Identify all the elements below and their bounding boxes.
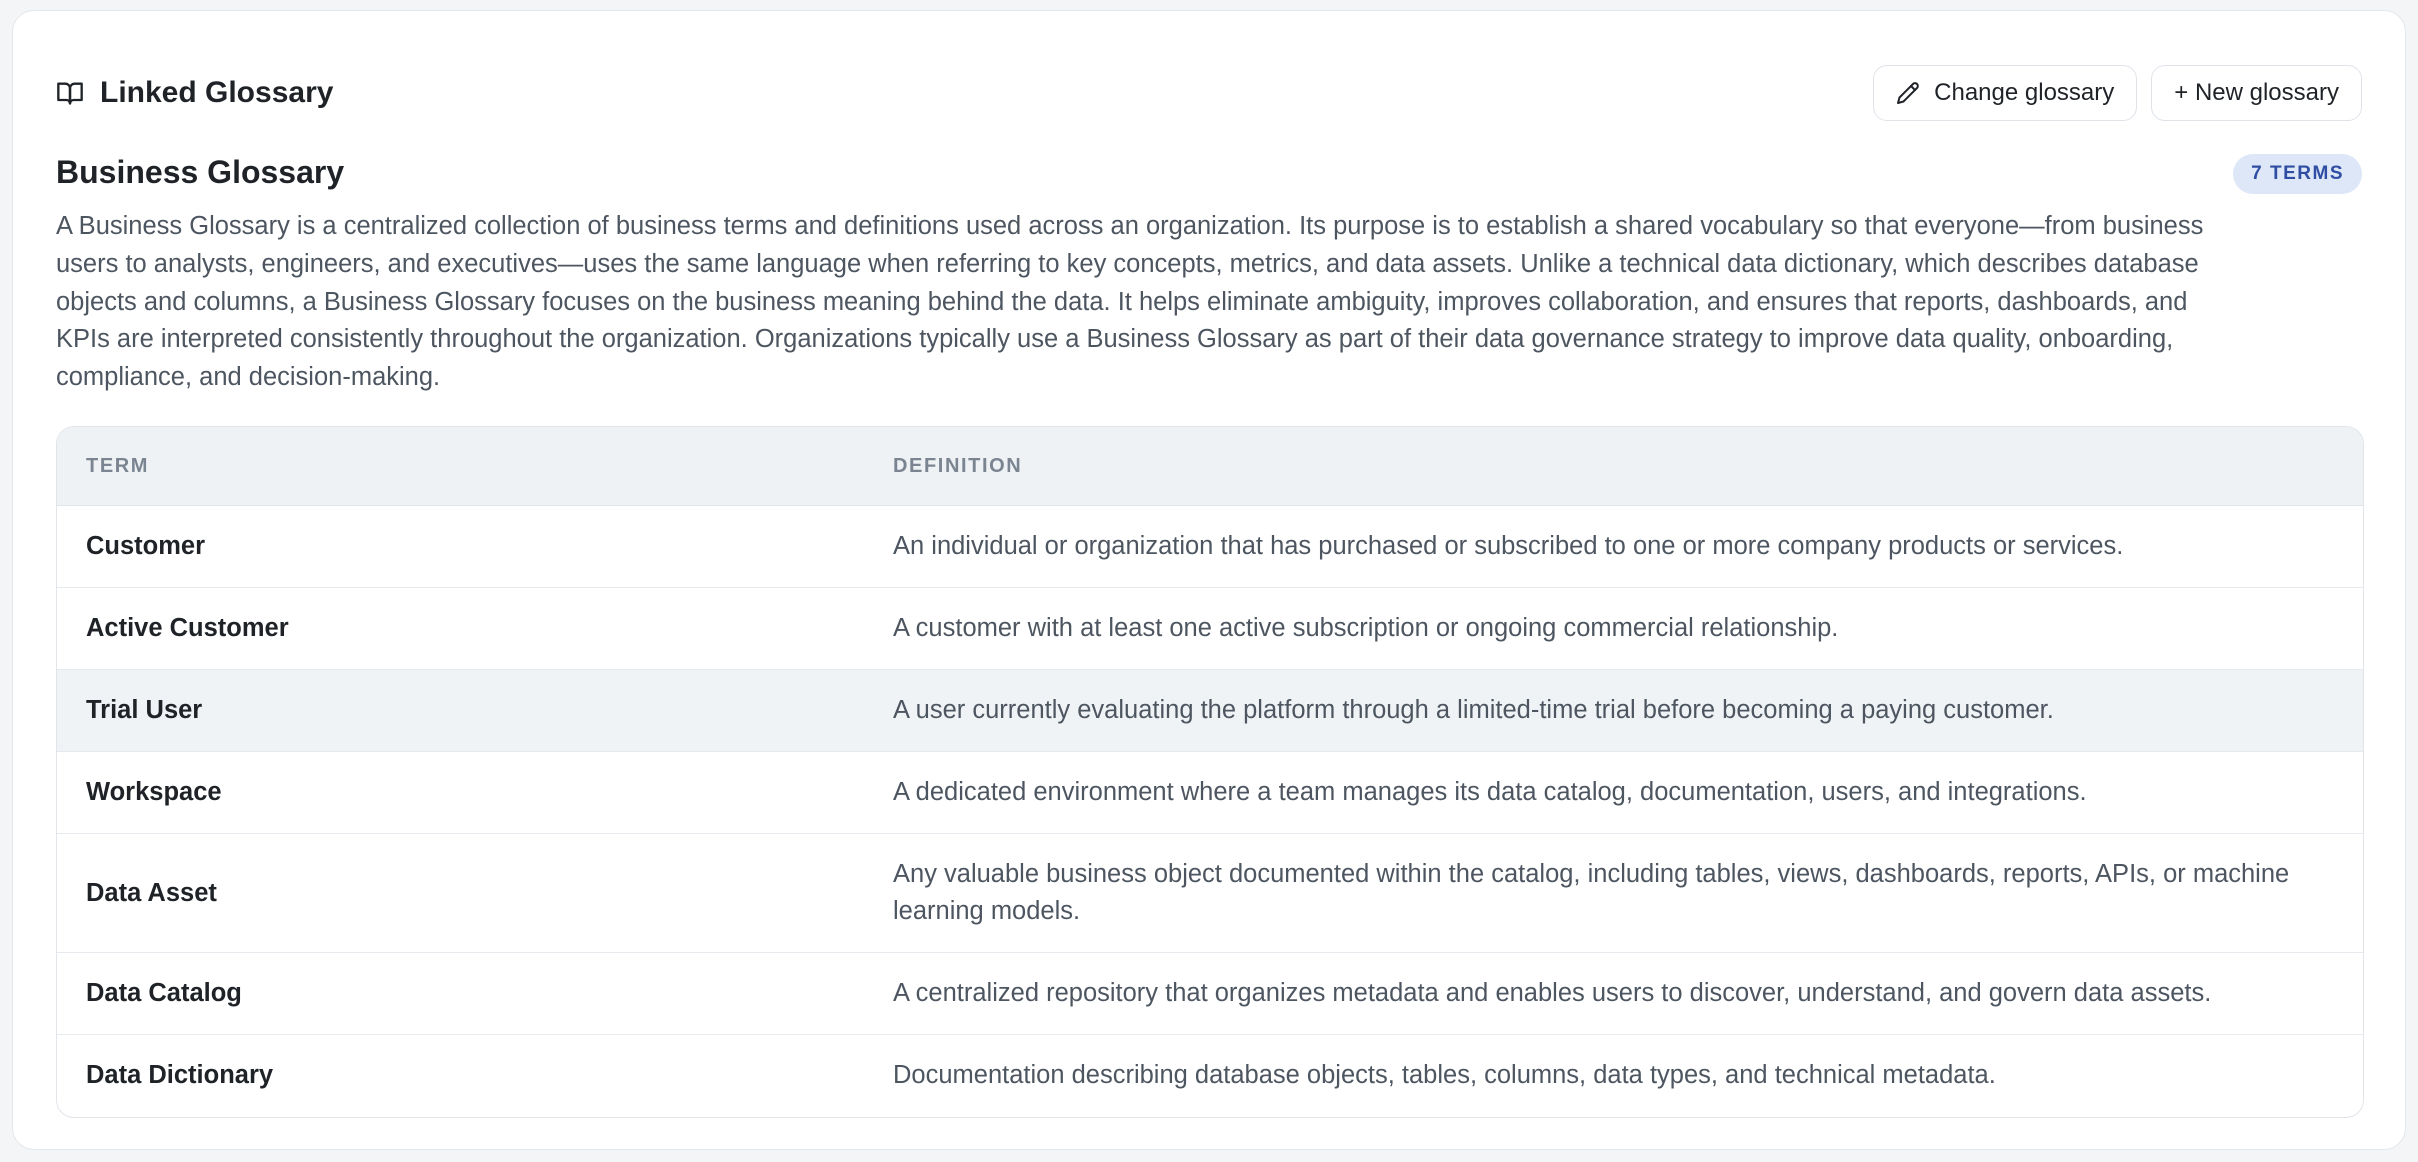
- new-glossary-button[interactable]: [2151, 65, 2362, 121]
- card-title: Linked Glossary: [100, 76, 334, 109]
- table-row[interactable]: [57, 953, 2363, 1035]
- change-glossary-button[interactable]: [1873, 65, 2137, 121]
- definition-cell: A dedicated environment where a team manages its data catalog, documentation, users, and integrations.: [864, 752, 2363, 834]
- term-cell: Data Asset: [57, 834, 864, 953]
- pencil-icon: [1896, 81, 1920, 105]
- table-header-row: [57, 427, 2363, 506]
- term-cell: Data Catalog: [57, 953, 864, 1035]
- table-row[interactable]: [57, 834, 2363, 953]
- definition-cell: A customer with at least one active subscription or ongoing commercial relationship.: [864, 588, 2363, 670]
- new-glossary-label: + New glossary: [2174, 79, 2339, 106]
- book-open-icon: [56, 79, 84, 107]
- column-header-term: TERM: [57, 427, 864, 506]
- term-cell: Active Customer: [57, 588, 864, 670]
- definition-cell: Documentation describing database objects, tables, columns, data types, and technical metadata.: [893, 1061, 1996, 1090]
- definition-cell: A centralized repository that organizes metadata and enables users to discover, understand, and govern data assets.: [864, 953, 2363, 1035]
- definition-cell: An individual or organization that has purchased or subscribed to one or more company products or services.: [864, 506, 2363, 588]
- terms-count-badge: 7 TERMS: [2233, 154, 2362, 194]
- card-title-group: [56, 76, 333, 110]
- change-glossary-label: Change glossary: [1934, 79, 2115, 106]
- glossary-name: Business Glossary: [56, 154, 345, 190]
- term-cell: Data Dictionary: [86, 1061, 274, 1090]
- definition-cell: A user currently evaluating the platform through a limited-time trial before becoming a paying customer.: [864, 670, 2363, 752]
- term-cell: Customer: [57, 506, 864, 588]
- glossary-description: A Business Glossary is a centralized collection of business terms and definitions used across an organization. Its purpose is to establish a shared vocabulary so that everyone—from business users to analysts, engineers, and executives—uses the same language when referring to key concepts, metrics, and data assets. Unlike a technical data dictionary, which describes database objects and columns, a Business Glossary focuses on the business meaning behind the data. It helps eliminate ambiguity, improves collaboration, and ensures that reports, dashboards, and KPIs are interpreted consistently throughout the organization. Organizations typically use a Business Glossary as part of their data governance strategy to improve data quality, onboarding, compliance, and decision-making.: [56, 212, 2204, 392]
- table-row[interactable]: [57, 752, 2363, 834]
- table-row[interactable]: [57, 506, 2363, 588]
- header-actions: [1873, 65, 2362, 121]
- linked-glossary-card: [12, 10, 2406, 1150]
- glossary-table: [56, 426, 2364, 1118]
- definition-cell: Any valuable business object documented within the catalog, including tables, views, dashboards, reports, APIs, or machine learning models.: [864, 834, 2363, 953]
- table-row[interactable]: [57, 588, 2363, 670]
- column-header-definition: DEFINITION: [864, 427, 2363, 506]
- table-row[interactable]: [57, 670, 2363, 752]
- table-row[interactable]: [57, 1035, 2363, 1117]
- term-cell: Workspace: [57, 752, 864, 834]
- term-cell: Trial User: [57, 670, 864, 752]
- card-header: [56, 64, 2362, 122]
